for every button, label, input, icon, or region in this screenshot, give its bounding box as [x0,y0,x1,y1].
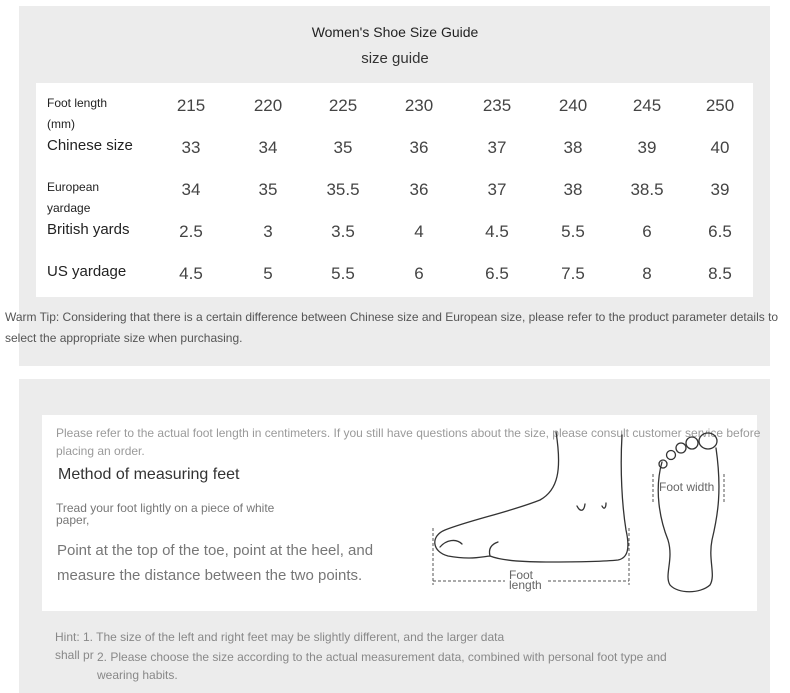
table-cell: 4.5 [179,264,203,283]
table-cell: 6.5 [708,222,732,241]
table-cell: 6 [414,264,424,283]
table-cell: 39 [710,180,730,199]
table-cell: 38 [563,138,583,157]
table-cell: 7.5 [561,264,585,283]
table-cell: 37 [487,180,507,199]
page-title: Women's Shoe Size Guide [311,24,479,40]
table-cell: 220 [253,96,283,115]
table-cell: 235 [482,96,512,115]
row-label-british: British yards [47,221,130,238]
table-cell: 38.5 [630,180,664,199]
method-title: Method of measuring feet [58,466,240,483]
table-cell: 8.5 [708,264,732,283]
table-cell: 3.5 [331,222,355,241]
foot-width-label: Foot width [659,480,715,494]
table-cell: 40 [710,138,730,157]
table-cell: 2.5 [179,222,203,241]
row-label-chinese-size: Chinese size [47,137,133,154]
tread-text: Tread your foot lightly on a piece of white paper, [56,501,275,527]
table-cell: 35 [333,138,353,157]
point-text: Point at the top of the toe, point at the heel, and measure the distance between the two points. [57,542,374,584]
table-cell: 34 [181,180,201,199]
table-cell: 5 [263,264,273,283]
hint-2: 2. Please choose the size according to the actual measurement data, combined with personal foot type and wearing habits. [97,650,667,682]
table-cell: 34 [258,138,278,157]
table-cell: 4.5 [485,222,509,241]
row-label-us: US yardage [47,263,127,280]
row-label-foot-length: Foot length (mm) [47,96,108,131]
table-cell: 36 [409,180,429,199]
table-cell: 215 [176,96,206,115]
table-cell: 8 [642,264,652,283]
table-cell: 6 [642,222,652,241]
table-cell: 37 [487,138,507,157]
table-cell: 225 [328,96,358,115]
table-cell: 36 [409,138,429,157]
top-foot-icon [658,433,719,592]
foot-length-label-1: Foot [509,568,534,582]
table-cell: 240 [558,96,588,115]
table-cell: 250 [705,96,735,115]
table-cell: 33 [181,138,201,157]
table-cell: 230 [404,96,434,115]
table-cell: 4 [414,222,424,241]
table-cell: 5.5 [561,222,585,241]
table-cell: 35 [258,180,278,199]
table-cell: 38 [563,180,583,199]
warm-tip: Warm Tip: Considering that there is a certain difference between Chinese size and European size, please refer to the product parameter details to select the appropriate size when purchasing. [5,310,779,345]
table-cell: 39 [637,138,657,157]
table-cell: 245 [632,96,662,115]
table-cell: 35.5 [326,180,360,199]
foot-length-label-2: length [509,578,542,592]
row-label-european: European yardage [47,180,100,215]
table-cell: 3 [263,222,273,241]
hint-1: Hint: 1. The size of the left and right feet may be slightly different, and the larger data shall pr [55,630,505,662]
refer-note: Please refer to the actual foot length in centimeters. If you still have questions about the size, please consult customer service before placing an order. [56,426,761,458]
side-foot-icon [435,432,628,562]
table-cell: 6.5 [485,264,509,283]
table-cell: 5.5 [331,264,355,283]
page-subtitle: size guide [361,50,429,67]
